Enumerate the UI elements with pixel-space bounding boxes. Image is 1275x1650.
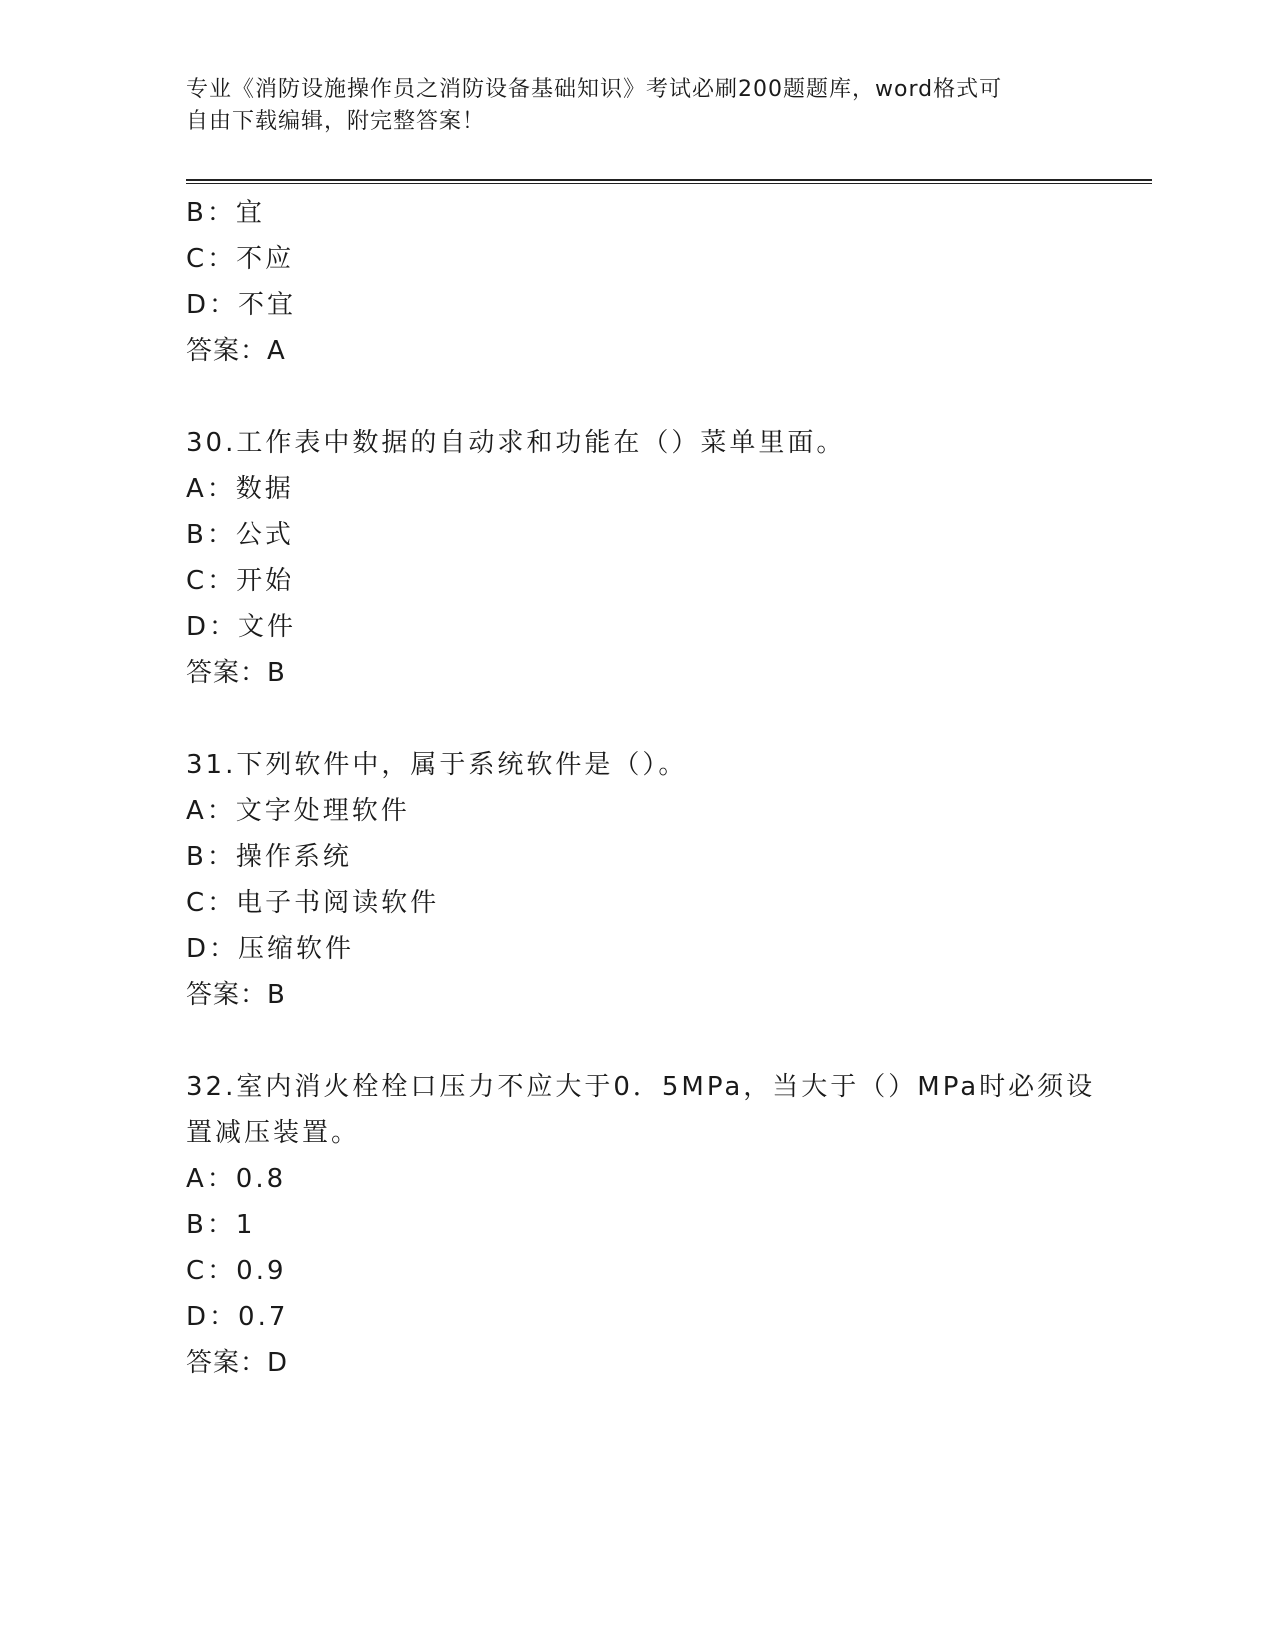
header-line-2: 自由下载编辑，附完整答案！ bbox=[186, 109, 486, 134]
option-c: C：电子书阅读软件 bbox=[186, 888, 440, 918]
spacer bbox=[186, 696, 1086, 742]
answer: 答案：B bbox=[186, 980, 286, 1010]
answer: 答案：D bbox=[186, 1348, 289, 1378]
option-b: B：操作系统 bbox=[186, 842, 352, 872]
header-divider-thin bbox=[186, 183, 1152, 184]
option-b: B：公式 bbox=[186, 520, 294, 550]
question-31 bbox=[186, 742, 1086, 1018]
option-b: B：1 bbox=[186, 1210, 256, 1240]
question-text: 30.工作表中数据的自动求和功能在（）菜单里面。 bbox=[186, 428, 846, 458]
option-b: B：宜 bbox=[186, 198, 265, 228]
question-list bbox=[186, 190, 1096, 1386]
answer: 答案：A bbox=[186, 336, 286, 366]
header-line-1: 专业《消防设施操作员之消防设备基础知识》考试必刷200题题库，word格式可 bbox=[186, 77, 1003, 102]
option-c: C：开始 bbox=[186, 566, 295, 596]
header-divider-thick bbox=[186, 179, 1152, 181]
spacer bbox=[186, 1018, 1086, 1064]
question-text-line-2: 置减压装置。 bbox=[186, 1118, 361, 1148]
option-a: A：文字处理软件 bbox=[186, 796, 410, 826]
question-30 bbox=[186, 420, 1086, 696]
option-d: D：不宜 bbox=[186, 290, 297, 320]
question-text-line-1: 32.室内消火栓栓口压力不应大于0．5MPa，当大于（）MPa时必须设 bbox=[186, 1072, 1096, 1102]
option-c: C：0.9 bbox=[186, 1256, 287, 1286]
document-header bbox=[186, 74, 1066, 138]
answer: 答案：B bbox=[186, 658, 286, 688]
spacer bbox=[186, 374, 1086, 420]
question-text: 31.下列软件中，属于系统软件是（）。 bbox=[186, 750, 688, 780]
option-d: D：0.7 bbox=[186, 1302, 289, 1332]
option-d: D：压缩软件 bbox=[186, 934, 355, 964]
option-c: C：不应 bbox=[186, 244, 295, 274]
question-29-tail bbox=[186, 190, 1086, 374]
option-d: D：文件 bbox=[186, 612, 297, 642]
question-32 bbox=[186, 1064, 1096, 1386]
option-a: A：0.8 bbox=[186, 1164, 287, 1194]
option-a: A：数据 bbox=[186, 474, 294, 504]
